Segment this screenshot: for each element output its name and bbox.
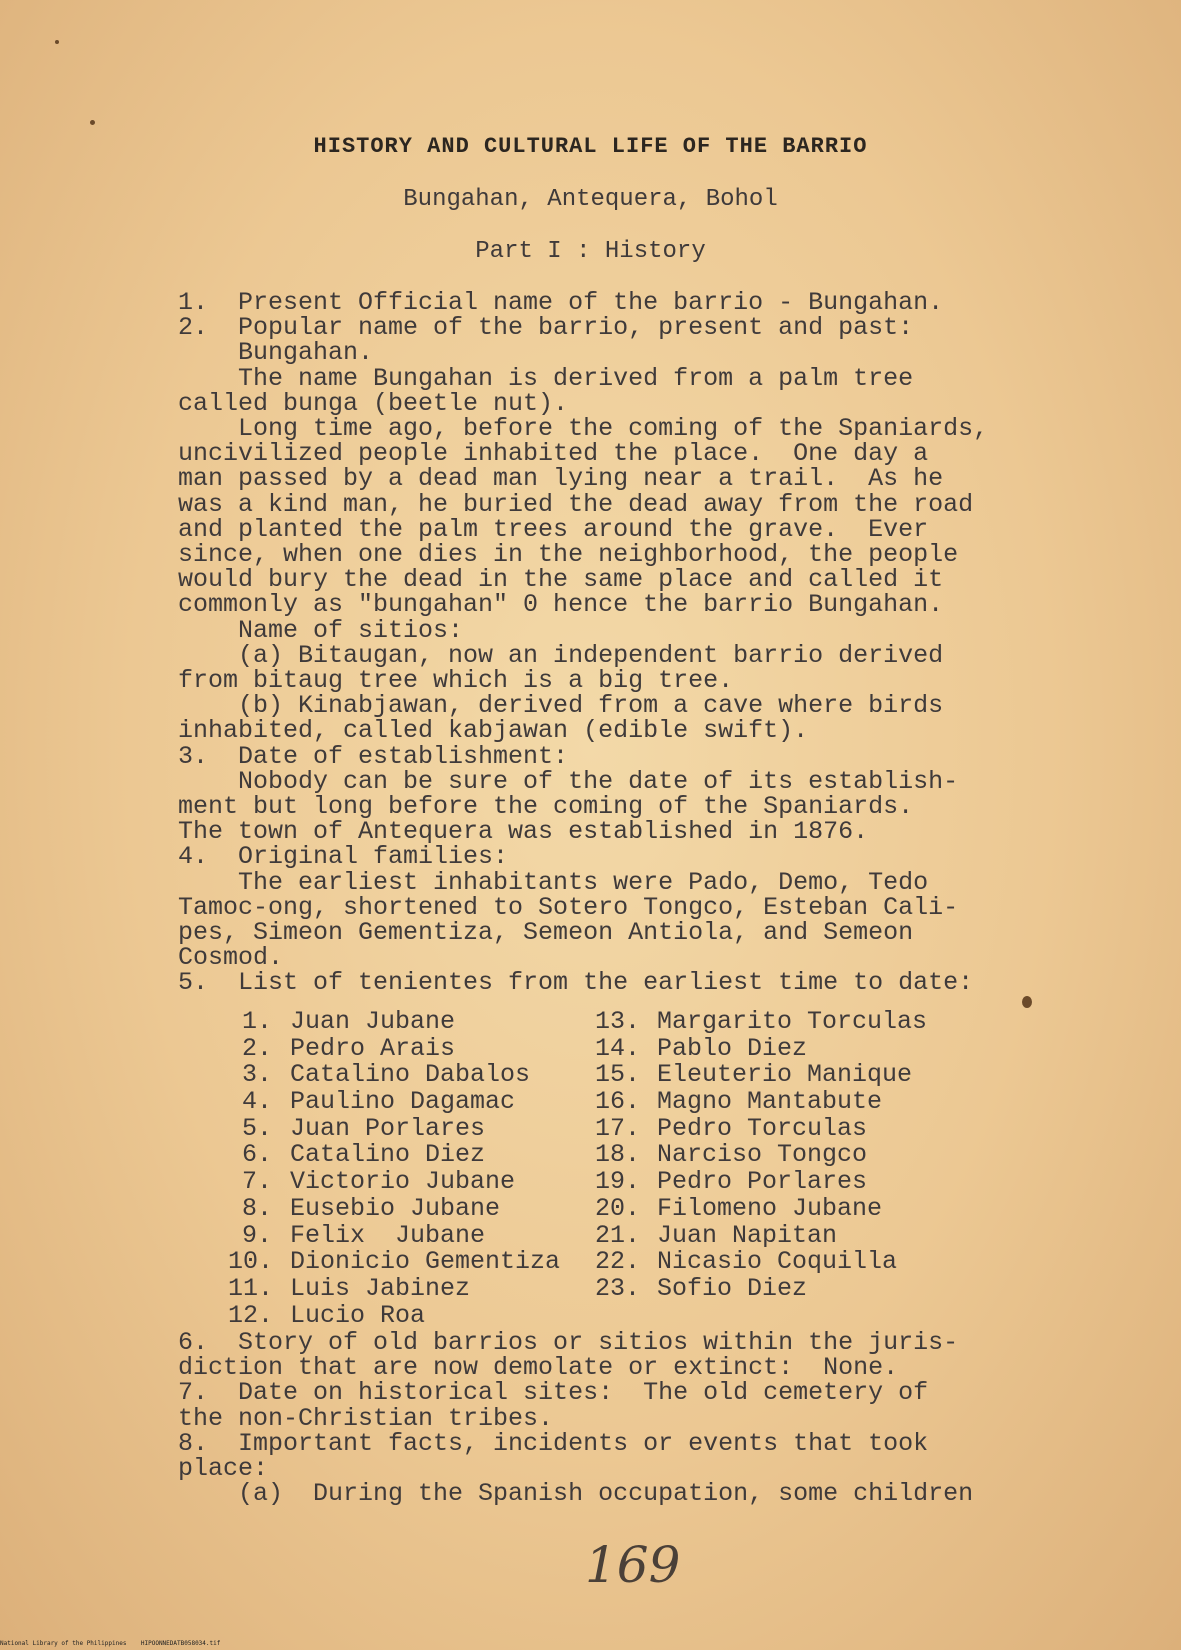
teniente-name: Victorio Jubane — [290, 1167, 516, 1197]
text-line: (b) Kinabjawan, derived from a cave where birds — [178, 691, 944, 721]
teniente-number: 16. — [595, 1087, 641, 1117]
teniente-number: 14. — [595, 1033, 641, 1063]
archive-footer: National Library of the Philippines HIPOONNEDATB058034.tif — [0, 1640, 221, 1647]
text-line: 8. Important facts, incidents or events that took — [178, 1428, 929, 1458]
teniente-name: Filomeno Jubane — [657, 1193, 883, 1223]
text-line: 1. Present Official name of the barrio - Bungahan. — [178, 288, 944, 317]
text-line: 3. Date of establishment: — [178, 741, 569, 771]
text-line: from bitaug tree which is a big tree. — [178, 666, 734, 695]
teniente-entry — [595, 1249, 927, 1276]
teniente-name: Juan Jubane — [290, 1007, 456, 1036]
teniente-number: 15. — [595, 1060, 641, 1090]
text-line: pes, Simeon Gementiza, Semeon Antiola, and Semeon — [178, 918, 914, 947]
teniente-entry — [228, 1062, 560, 1089]
teniente-entry — [228, 1033, 560, 1063]
ink-speck — [90, 120, 95, 125]
text-line: (a) Bitaugan, now an independent barrio derived — [178, 640, 944, 670]
teniente-name: Felix Jubane — [290, 1220, 486, 1250]
teniente-number: 6. — [241, 1140, 272, 1170]
teniente-name: Margarito Torculas — [657, 1007, 928, 1036]
teniente-number: 23. — [595, 1273, 641, 1303]
teniente-name: Pedro Arais — [290, 1033, 456, 1063]
teniente-name: Nicasio Coquilla — [657, 1247, 898, 1277]
teniente-name: Luis Jabinez — [290, 1273, 471, 1303]
teniente-entry — [595, 1273, 927, 1303]
teniente-name: Eleuterio Manique — [657, 1060, 913, 1090]
ink-speck — [55, 40, 59, 44]
teniente-entry — [228, 1169, 560, 1196]
text-line: was a kind man, he buried the dead away from the road — [178, 489, 974, 519]
teniente-number: 20. — [595, 1193, 641, 1223]
teniente-name: Dionicio Gementiza — [290, 1247, 561, 1277]
handwritten-page-number: 169 — [585, 1536, 681, 1594]
teniente-number: 4. — [241, 1087, 272, 1117]
teniente-name: Juan Napitan — [657, 1220, 838, 1250]
text-line: and planted the palm trees around the grave. Ever — [178, 514, 929, 544]
teniente-name: Catalino Diez — [290, 1140, 486, 1170]
part-heading: Part I : History — [475, 238, 706, 265]
teniente-entry — [228, 1113, 560, 1143]
teniente-number: 18. — [595, 1140, 641, 1170]
teniente-number: 3. — [241, 1060, 272, 1090]
teniente-name: Pedro Torculas — [657, 1113, 868, 1143]
text-line: ment but long before the coming of the Spaniards. — [178, 792, 914, 821]
teniente-number: 5. — [241, 1113, 272, 1143]
teniente-name: Lucio Roa — [290, 1300, 426, 1330]
text-line: Tamoc-ong, shortened to Sotero Tongco, Esteban Cali- — [178, 892, 959, 922]
teniente-entry — [228, 1193, 560, 1223]
teniente-entry — [595, 1033, 927, 1063]
teniente-name: Pedro Porlares — [657, 1167, 868, 1197]
teniente-entry — [595, 1142, 927, 1169]
teniente-name: Juan Porlares — [290, 1113, 486, 1143]
text-line: the non-Christian tribes. — [178, 1403, 554, 1433]
text-line: Long time ago, before the coming of the Spaniards, — [178, 414, 989, 443]
text-line: place: — [178, 1454, 269, 1483]
teniente-name: Pablo Diez — [657, 1033, 808, 1063]
text-line: 5. List of tenientes from the earliest time to date: — [178, 968, 974, 998]
text-line: The earliest inhabitants were Pado, Demo, Tedo — [178, 867, 929, 897]
tenientes-list-right — [595, 1009, 927, 1303]
text-line: man passed by a dead man lying near a trail. As he — [178, 464, 944, 494]
text-line: (a) During the Spanish occupation, some children — [178, 1479, 974, 1509]
teniente-number: 10. — [228, 1247, 274, 1277]
tenientes-list-left — [228, 1009, 560, 1329]
teniente-number: 19. — [595, 1167, 641, 1197]
teniente-number: 21. — [595, 1220, 641, 1250]
teniente-name: Catalino Dabalos — [290, 1060, 531, 1090]
teniente-entry — [228, 1220, 560, 1250]
teniente-entry — [228, 1300, 560, 1330]
teniente-number: 9. — [241, 1220, 272, 1250]
text-line: 4. Original families: — [178, 842, 509, 872]
teniente-entry — [595, 1220, 927, 1250]
teniente-entry — [228, 1009, 560, 1036]
text-line: inhabited, called kabjawan (edible swift). — [178, 716, 809, 746]
teniente-number: 11. — [228, 1273, 274, 1303]
teniente-number: 1. — [241, 1007, 272, 1036]
text-line: commonly as "bungahan" 0 hence the barrio Bungahan. — [178, 590, 944, 620]
text-line: Name of sitios: — [178, 615, 464, 645]
teniente-name: Eusebio Jubane — [290, 1193, 501, 1223]
teniente-number: 12. — [228, 1300, 274, 1330]
text-line: 2. Popular name of the barrio, present and past: — [178, 313, 914, 343]
teniente-entry — [228, 1089, 560, 1116]
teniente-number: 7. — [241, 1167, 272, 1197]
text-line: The town of Antequera was established in 1876. — [178, 817, 869, 847]
text-line: since, when one dies in the neighborhood, the people — [178, 540, 959, 569]
teniente-number: 13. — [595, 1007, 641, 1036]
teniente-entry — [595, 1089, 927, 1116]
teniente-entry — [595, 1113, 927, 1143]
teniente-entry — [595, 1169, 927, 1196]
document-title: HISTORY AND CULTURAL LIFE OF THE BARRIO — [313, 134, 868, 159]
ink-stain — [1022, 996, 1032, 1008]
teniente-name: Sofio Diez — [657, 1273, 808, 1303]
teniente-name: Paulino Dagamac — [290, 1087, 516, 1117]
text-line: uncivilized people inhabited the place. One day a — [178, 439, 929, 469]
teniente-entry — [228, 1249, 560, 1276]
teniente-entry — [595, 1062, 927, 1089]
teniente-number: 22. — [595, 1247, 641, 1277]
teniente-entry — [228, 1273, 560, 1303]
teniente-entry — [228, 1142, 560, 1169]
teniente-number: 17. — [595, 1113, 641, 1143]
teniente-entry — [595, 1009, 927, 1036]
text-line: called bunga (beetle nut). — [178, 388, 569, 418]
text-line: 6. Story of old barrios or sitios within the juris- — [178, 1328, 959, 1357]
teniente-name: Magno Mantabute — [657, 1087, 883, 1117]
text-line: would bury the dead in the same place and called it — [178, 565, 944, 595]
text-line: diction that are now demolate or extinct: None. — [178, 1353, 899, 1383]
teniente-name: Narciso Tongco — [657, 1140, 868, 1170]
text-line: Cosmod. — [178, 943, 284, 973]
location-subtitle: Bungahan, Antequera, Bohol — [403, 186, 778, 213]
text-line: Bungahan. — [178, 338, 374, 368]
text-line: The name Bungahan is derived from a palm tree — [178, 363, 914, 393]
teniente-number: 8. — [241, 1193, 272, 1223]
text-line: 7. Date on historical sites: The old cemetery of — [178, 1378, 929, 1408]
text-line: Nobody can be sure of the date of its establish- — [178, 766, 959, 796]
teniente-entry — [595, 1193, 927, 1223]
teniente-number: 2. — [241, 1033, 272, 1063]
